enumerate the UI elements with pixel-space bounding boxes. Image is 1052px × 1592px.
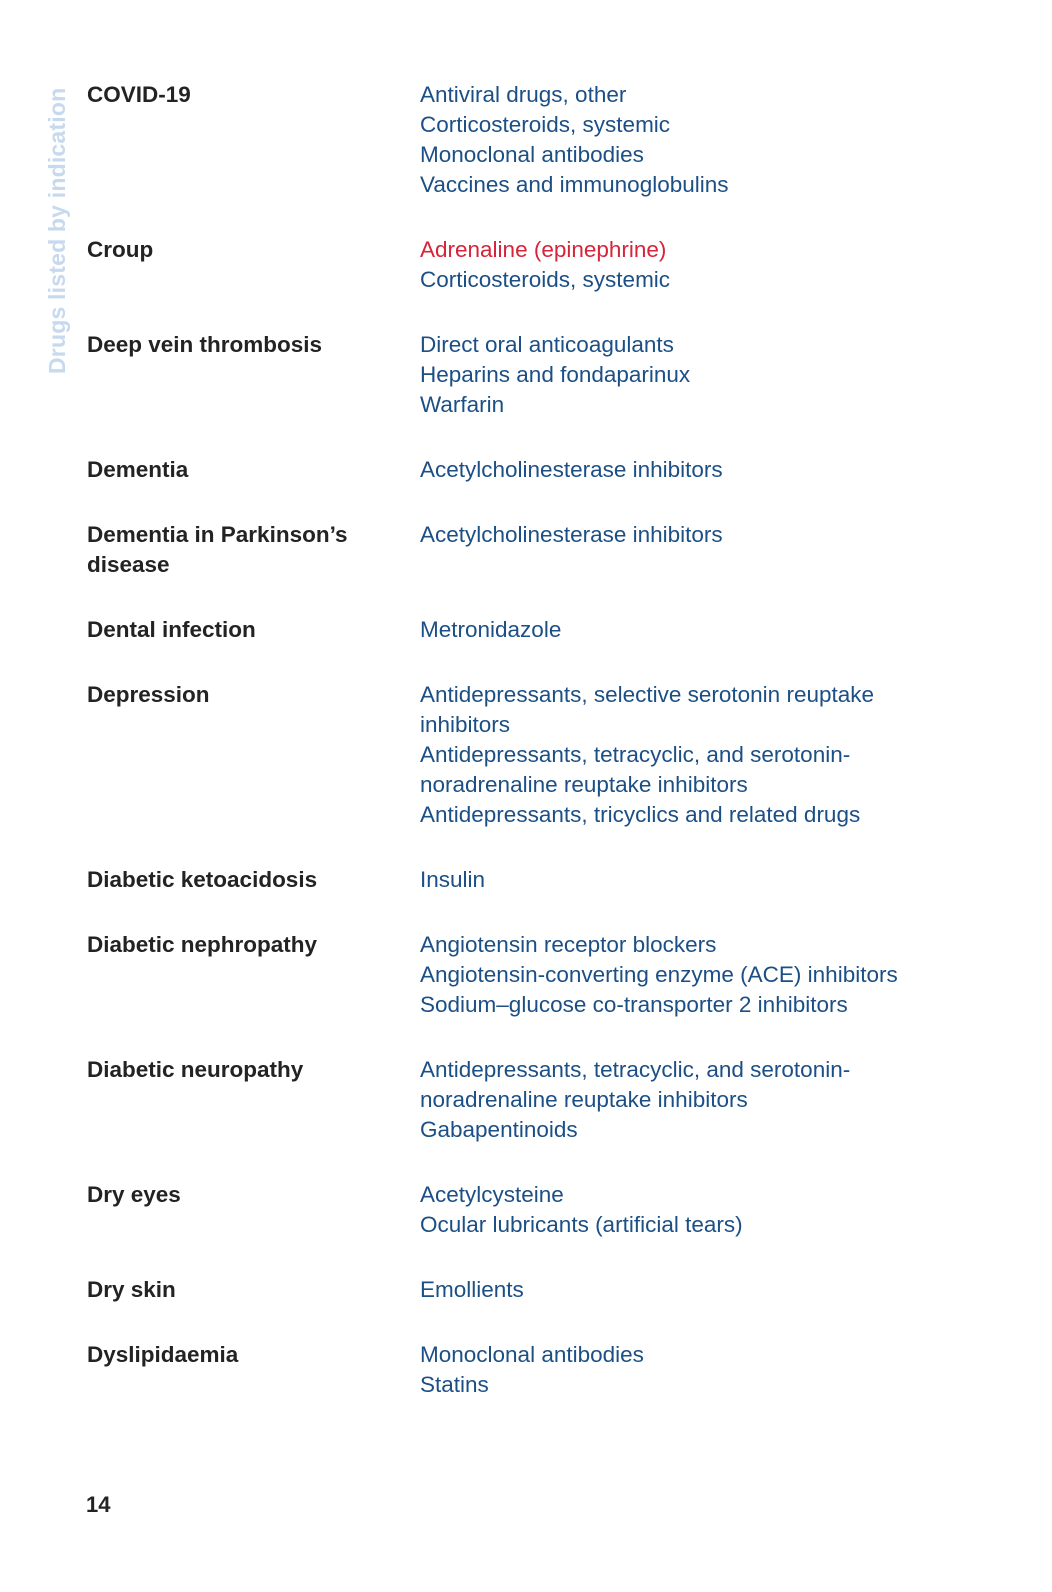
indication-name: Diabetic nephropathy: [87, 932, 318, 957]
drug-item: Statins: [420, 1372, 489, 1397]
indication-name: Diabetic ketoacidosis: [87, 867, 318, 892]
page-number: 14: [86, 1492, 111, 1517]
indication-entry: [87, 930, 987, 1020]
drug-item: Gabapentinoids: [420, 1117, 578, 1142]
indication-name: Depression: [87, 682, 210, 707]
indication-name: Diabetic neuropathy: [87, 1057, 304, 1082]
drug-item: Angiotensin-converting enzyme (ACE) inhibitors: [420, 962, 898, 987]
indication-list: [87, 80, 987, 1400]
indication-entry: [87, 520, 987, 580]
indication-name: Dementia in Parkinson’s disease: [87, 522, 348, 577]
indication-name: Dry eyes: [87, 1182, 181, 1207]
drug-list: [420, 1340, 987, 1400]
indication-name: Dyslipidaemia: [87, 1342, 239, 1367]
indication-name: Dry skin: [87, 1277, 176, 1302]
drug-list: [420, 455, 987, 485]
indication-name: Dental infection: [87, 617, 256, 642]
drug-list: [420, 930, 987, 1020]
drug-list: [420, 330, 987, 420]
drug-list: [420, 520, 987, 550]
drug-item: Ocular lubricants (artificial tears): [420, 1212, 743, 1237]
indication-entry: [87, 330, 987, 420]
drug-item: Acetylcholinesterase inhibitors: [420, 522, 723, 547]
indication-entry: [87, 865, 987, 895]
drug-item: Antidepressants, selective serotonin reuptake inhibitors: [420, 682, 875, 737]
drug-item: Adrenaline (epinephrine): [420, 237, 667, 262]
drug-list: [420, 1180, 987, 1240]
indication-entry: [87, 615, 987, 645]
indication-entry: [87, 1340, 987, 1400]
indication-name: Croup: [87, 237, 154, 262]
drug-list: [420, 1055, 987, 1145]
indication-entry: [87, 1055, 987, 1145]
indication-name: Dementia: [87, 457, 189, 482]
indication-entry: [87, 455, 987, 485]
drug-item: Antidepressants, tricyclics and related drugs: [420, 802, 861, 827]
indication-name: Deep vein thrombosis: [87, 332, 323, 357]
indication-entry: [87, 680, 987, 830]
drug-item: Monoclonal antibodies: [420, 142, 644, 167]
drug-item: Acetylcysteine: [420, 1182, 564, 1207]
drug-list: [420, 865, 987, 895]
indication-entry: [87, 80, 987, 200]
drug-item: Antidepressants, tetracyclic, and serotonin- noradrenaline reuptake inhibitors: [420, 1057, 851, 1112]
indication-entry: [87, 1275, 987, 1305]
drug-item: Insulin: [420, 867, 486, 892]
section-side-label: Drugs listed by indication: [44, 87, 70, 374]
drug-list: [420, 680, 987, 830]
drug-item: Antiviral drugs, other: [420, 82, 627, 107]
drug-item: Warfarin: [420, 392, 505, 417]
indication-name: COVID-19: [87, 82, 191, 107]
drug-item: Direct oral anticoagulants: [420, 332, 674, 357]
drug-item: Heparins and fondaparinux: [420, 362, 691, 387]
drug-item: Vaccines and immunoglobulins: [420, 172, 729, 197]
drug-item: Metronidazole: [420, 617, 562, 642]
indication-entry: [87, 1180, 987, 1240]
drug-item: Acetylcholinesterase inhibitors: [420, 457, 723, 482]
drug-item: Angiotensin receptor blockers: [420, 932, 717, 957]
drug-item: Monoclonal antibodies: [420, 1342, 644, 1367]
drug-item: Sodium–glucose co-transporter 2 inhibitors: [420, 992, 848, 1017]
drug-item: Emollients: [420, 1277, 524, 1302]
drug-item: Antidepressants, tetracyclic, and serotonin- noradrenaline reuptake inhibitors: [420, 742, 851, 797]
drug-item: Corticosteroids, systemic: [420, 267, 671, 292]
drug-list: [420, 615, 987, 645]
indication-entry: [87, 235, 987, 295]
drug-list: [420, 235, 987, 295]
drug-list: [420, 80, 987, 200]
drug-list: [420, 1275, 987, 1305]
drug-item: Corticosteroids, systemic: [420, 112, 671, 137]
